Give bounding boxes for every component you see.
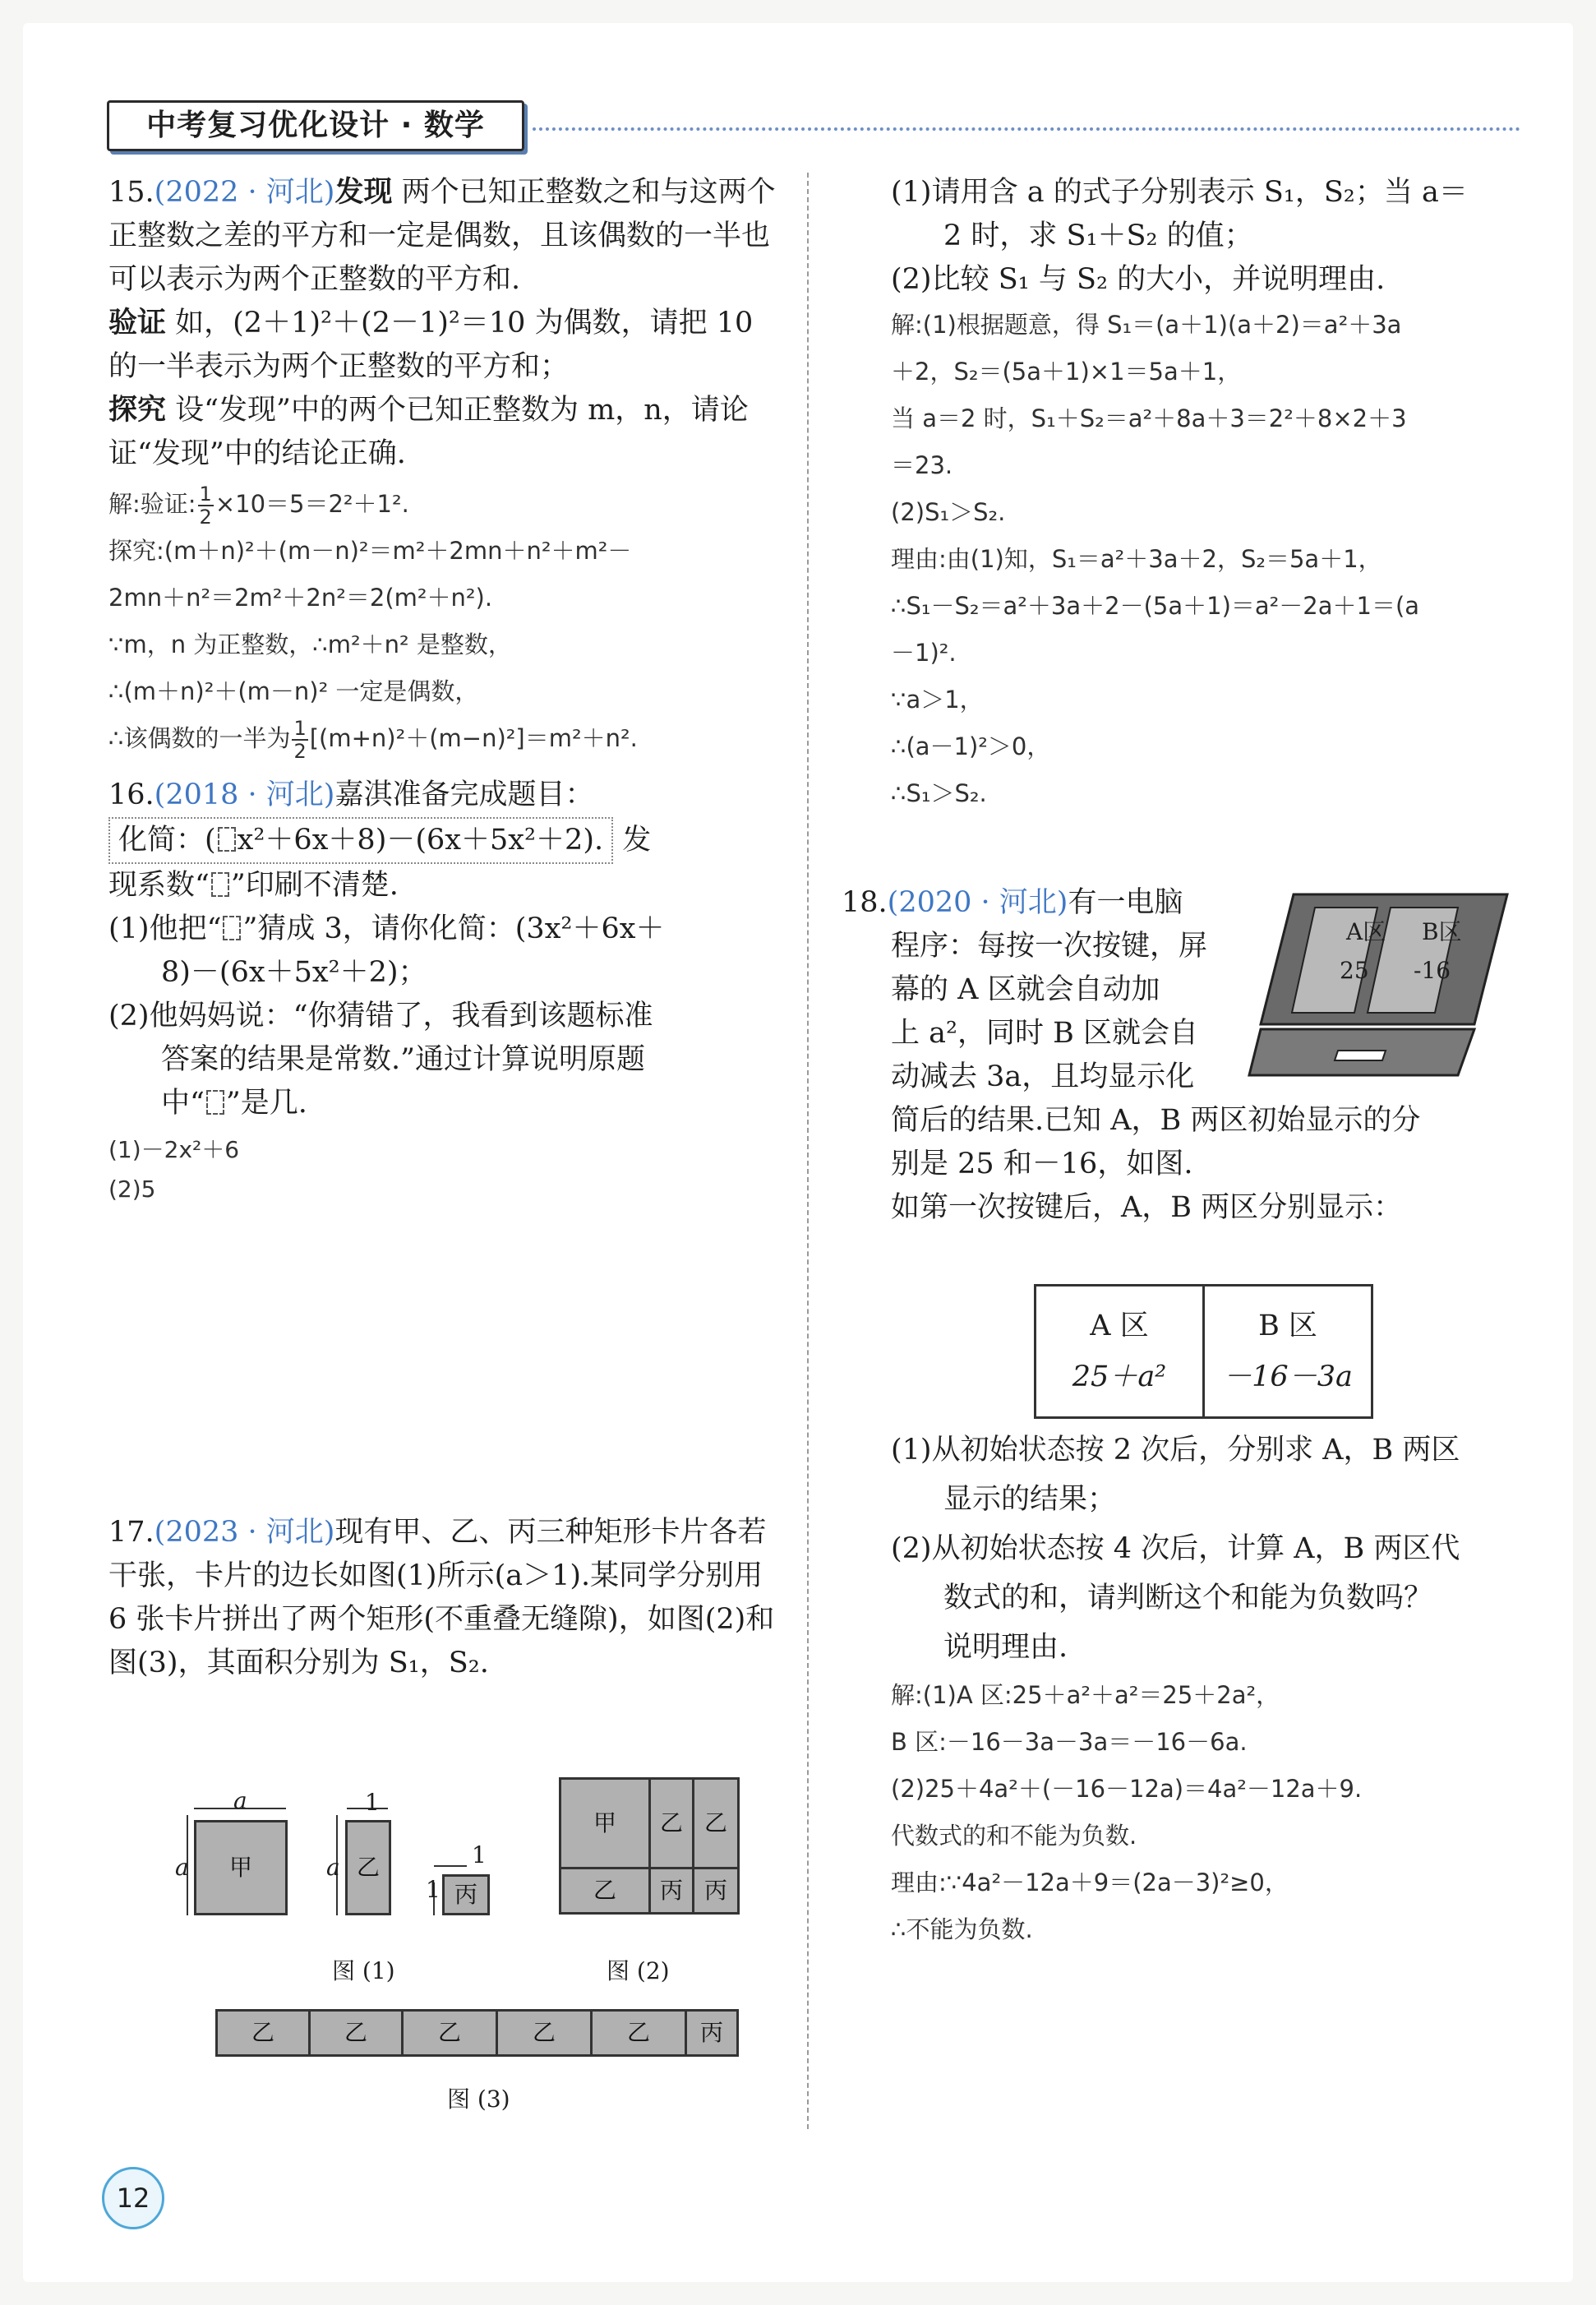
table-cell-b: B 区 －16－3a xyxy=(1204,1286,1372,1418)
q18-source: (2020 · 河北) xyxy=(887,886,1068,919)
q18-number: 18. xyxy=(842,886,888,919)
card-bing: 丙 xyxy=(648,1867,694,1915)
q15-sol-prefix: 解:验证: xyxy=(108,490,196,518)
q18-part2-cont: 说明理由. xyxy=(943,1631,1068,1664)
question-16 xyxy=(108,774,782,1209)
q15-source: (2022 · 河北) xyxy=(154,176,335,209)
q16-part1-cont: 8)－(6x＋5x²＋2)； xyxy=(161,956,427,989)
q16-part2: (2)他妈妈说：“你猜错了，我看到该题标准 xyxy=(108,1000,653,1032)
q16-answer-1: (1)－2x²＋6 xyxy=(108,1136,240,1163)
left-column xyxy=(108,171,782,1209)
dim-label-a: a xyxy=(326,1854,340,1881)
unclear-coefficient-box xyxy=(206,1090,224,1115)
card-yi: 乙 xyxy=(648,1777,694,1869)
q16-source: (2018 · 河北) xyxy=(154,778,335,811)
screen-b-value: -16 xyxy=(1414,957,1451,984)
q18-part2: (2)从初始状态按 4 次后，计算 A，B 两区代 xyxy=(891,1532,1460,1565)
column-divider xyxy=(807,173,809,2129)
dim-label-a: a xyxy=(233,1787,247,1814)
q15-tanjiu xyxy=(108,389,782,476)
q18-line: 18.(2020 · 河北)有一电脑 xyxy=(842,886,1183,919)
question-15 xyxy=(108,171,782,762)
card-yi: 乙 xyxy=(692,1777,740,1869)
q15-sol-line xyxy=(108,481,782,528)
card-yi: 乙 xyxy=(345,1820,391,1915)
figure-2-label: 图 (2) xyxy=(607,1957,670,1984)
screen-a-value: 25 xyxy=(1340,957,1369,984)
q15-solution xyxy=(108,481,782,762)
solution-line: ∴S₁－S₂＝a²＋3a＋2－(5a＋1)＝a²－2a＋1＝(a xyxy=(891,592,1420,620)
solution-line: 解:(1)根据题意，得 S₁＝(a＋1)(a＋2)＝a²＋3a xyxy=(891,311,1402,339)
page-number: 12 xyxy=(102,2167,164,2229)
q18-line: 幕的 A 区就会自动加 xyxy=(891,973,1160,1006)
q16-part2-cont: 中“ ”是几. xyxy=(161,1087,307,1120)
solution-line: ＝23. xyxy=(891,451,953,479)
q18-result-table xyxy=(1034,1284,1373,1419)
unclear-coefficient-box xyxy=(223,916,241,940)
q18-line: 动减去 3a，且均显示化 xyxy=(891,1060,1195,1093)
q18-line: 简后的结果.已知 A，B 两区初始显示的分 xyxy=(891,1104,1421,1137)
solution-line: (2)S₁＞S₂. xyxy=(891,498,1006,526)
screen-b-label: B区 xyxy=(1422,918,1462,945)
q17-part1-cont: 2 时，求 S₁＋S₂ 的值； xyxy=(943,219,1253,252)
card-bing: 丙 xyxy=(442,1874,490,1915)
q15-faxian-label: 发现 xyxy=(334,176,393,209)
figure-1-label: 图 (1) xyxy=(332,1957,395,1984)
q18-part2-cont: 数式的和，请判断这个和能为负数吗？ xyxy=(943,1582,1433,1614)
solution-line: ∴(a－1)²＞0， xyxy=(891,732,1051,760)
solution-line: (2)25＋4a²＋(－16－12a)＝4a²－12a＋9. xyxy=(891,1775,1363,1803)
card-yi: 乙 xyxy=(215,2009,311,2057)
q15-sol-line: ∵m，n 为正整数，∴m²＋n² 是整数， xyxy=(108,631,512,658)
q15-sol-line: ∴(m＋n)²＋(m－n)² 一定是偶数， xyxy=(108,677,479,705)
q15-tanjiu-text: 设“发现”中的两个已知正整数为 m，n，请论证“发现”中的结论正确. xyxy=(108,394,749,470)
q17-part1: (1)请用含 a 的式子分别表示 S₁，S₂；当 a＝ xyxy=(891,176,1468,209)
q17-text: 17.(2023 · 河北)现有甲、乙、丙三种矩形卡片各若干张，卡片的边长如图(1)所示(a＞1).某同学分别用 6 张卡片拼出了两个矩形(不重叠无缝隙)，如图(2)和图(3)，其面积分别为 S₁，S₂. xyxy=(108,1516,775,1679)
q15-number: 15. xyxy=(108,176,155,209)
q15-yanzheng-text: 如，(2＋1)²＋(2－1)²＝10 为偶数，请把 10 的一半表示为两个正整数的平方和； xyxy=(108,307,754,383)
solution-line: ＋2，S₂＝(5a＋1)×1＝5a＋1， xyxy=(891,358,1242,386)
table-row xyxy=(1036,1286,1372,1418)
dim-label-a: a xyxy=(175,1854,189,1881)
q18-line: 如第一次按键后，A，B 两区分别显示： xyxy=(891,1191,1403,1224)
solution-line: 理由:∵4a²－12a＋9＝(2a－3)²≥0， xyxy=(891,1868,1289,1896)
card-bing: 丙 xyxy=(692,1867,740,1915)
q18-parts xyxy=(891,1425,1532,1953)
card-yi: 乙 xyxy=(308,2009,404,2057)
q17-source: (2023 · 河北) xyxy=(154,1516,335,1549)
q18-line: 程序：每按一次按键，屏 xyxy=(891,930,1208,963)
q16-part1: (1)他把“ ”猜成 3，请你化简：(3x²＋6x＋ xyxy=(108,912,665,945)
dim-label-1: 1 xyxy=(426,1876,441,1903)
q16-line: 现系数“ ”印刷不清楚. xyxy=(108,869,399,902)
q17-number: 17. xyxy=(108,1516,155,1549)
q15-sol-fraction: $\frac{1}{2}$ xyxy=(199,483,212,529)
q17-part2: (2)比较 S₁ 与 S₂ 的大小，并说明理由. xyxy=(891,263,1386,296)
solution-line: ∴S₁＞S₂. xyxy=(891,779,987,807)
q17-solution xyxy=(891,302,1524,817)
q15-sol-line: 2mn＋n²＝2m²＋2n²＝2(m²＋n²). xyxy=(108,584,493,612)
q16-answers xyxy=(108,1130,782,1209)
q15-faxian-text: 两个已知正整数之和与这两个正整数之差的平方和一定是偶数，且该偶数的一半也可以表示为两个正整数的平方和. xyxy=(108,176,776,296)
card-jia: 甲 xyxy=(559,1777,651,1869)
q18-line: 别是 25 和－16，如图. xyxy=(891,1148,1193,1180)
q16-task-box: 化简：( x²＋6x＋8)－(6x＋5x²＋2). xyxy=(108,817,613,864)
q15-sol-line: ∴该偶数的一半为 $\frac{1}{2}$ [(m+n)²＋(m−n)²]＝m²＋n². xyxy=(108,717,638,763)
solution-line: B 区:－16－3a－3a＝－16－6a. xyxy=(891,1728,1248,1756)
q15-sol-line: 探究:(m＋n)²＋(m－n)²＝m²＋2mn＋n²＋m²－ xyxy=(108,537,632,565)
q18-part1-cont: 显示的结果； xyxy=(943,1483,1117,1516)
solution-line: 解:(1)A 区:25＋a²＋a²＝25＋2a²， xyxy=(891,1681,1280,1709)
q18-part1: (1)从初始状态按 2 次后，分别求 A，B 两区 xyxy=(891,1434,1460,1467)
q16-task: 化简：( x²＋6x＋8)－(6x＋5x²＋2). 发 xyxy=(108,817,782,864)
solution-line: ∴不能为负数. xyxy=(891,1915,1033,1943)
figure-3-label: 图 (3) xyxy=(447,2086,510,2113)
dim-label-1: 1 xyxy=(365,1789,380,1816)
q15-tanjiu-label: 探究 xyxy=(108,394,167,427)
card-yi: 乙 xyxy=(590,2009,687,2057)
unclear-coefficient-box xyxy=(218,827,236,852)
q15-yanzheng xyxy=(108,302,782,389)
q18-solution xyxy=(891,1672,1532,1953)
table-cell-a: A 区 25＋a² xyxy=(1036,1286,1204,1418)
q16-intro: 16.(2018 · 河北)嘉淇准备完成题目： xyxy=(108,778,594,811)
header-dotted-rule xyxy=(533,127,1520,131)
dim-label-1: 1 xyxy=(472,1841,487,1868)
q16-part2-cont: 答案的结果是常数.”通过计算说明原题 xyxy=(161,1043,646,1076)
card-yi: 乙 xyxy=(401,2009,498,2057)
q15-sol-fraction: $\frac{1}{2}$ xyxy=(293,717,307,763)
unclear-coefficient-box xyxy=(211,872,229,897)
card-bing: 丙 xyxy=(685,2009,739,2057)
q16-answer-2: (2)5 xyxy=(108,1176,156,1203)
card-jia: 甲 xyxy=(194,1820,288,1915)
solution-line: 代数式的和不能为负数. xyxy=(891,1822,1137,1850)
solution-line: 当 a＝2 时，S₁＋S₂＝a²＋8a＋3＝2²＋8×2＋3 xyxy=(891,404,1407,432)
header-title: 中考复习优化设计 · 数学 xyxy=(107,100,524,151)
question-17 xyxy=(108,1511,782,1685)
q18-line: 上 a²，同时 B 区就会自 xyxy=(891,1017,1198,1050)
card-yi: 乙 xyxy=(559,1867,651,1915)
q15-yanzheng-label: 验证 xyxy=(108,307,167,340)
q16-number: 16. xyxy=(108,778,155,811)
solution-line: 理由:由(1)知，S₁＝a²＋3a＋2，S₂＝5a＋1， xyxy=(891,545,1382,573)
q17-parts xyxy=(891,171,1524,817)
screen-a-label: A区 xyxy=(1346,918,1386,945)
card-yi: 乙 xyxy=(496,2009,593,2057)
q15-faxian xyxy=(108,171,782,302)
q15-sol-line1-rest: ×10＝5＝2²＋1². xyxy=(214,490,409,518)
solution-line: －1)². xyxy=(891,639,957,667)
solution-line: ∵a＞1， xyxy=(891,686,984,714)
